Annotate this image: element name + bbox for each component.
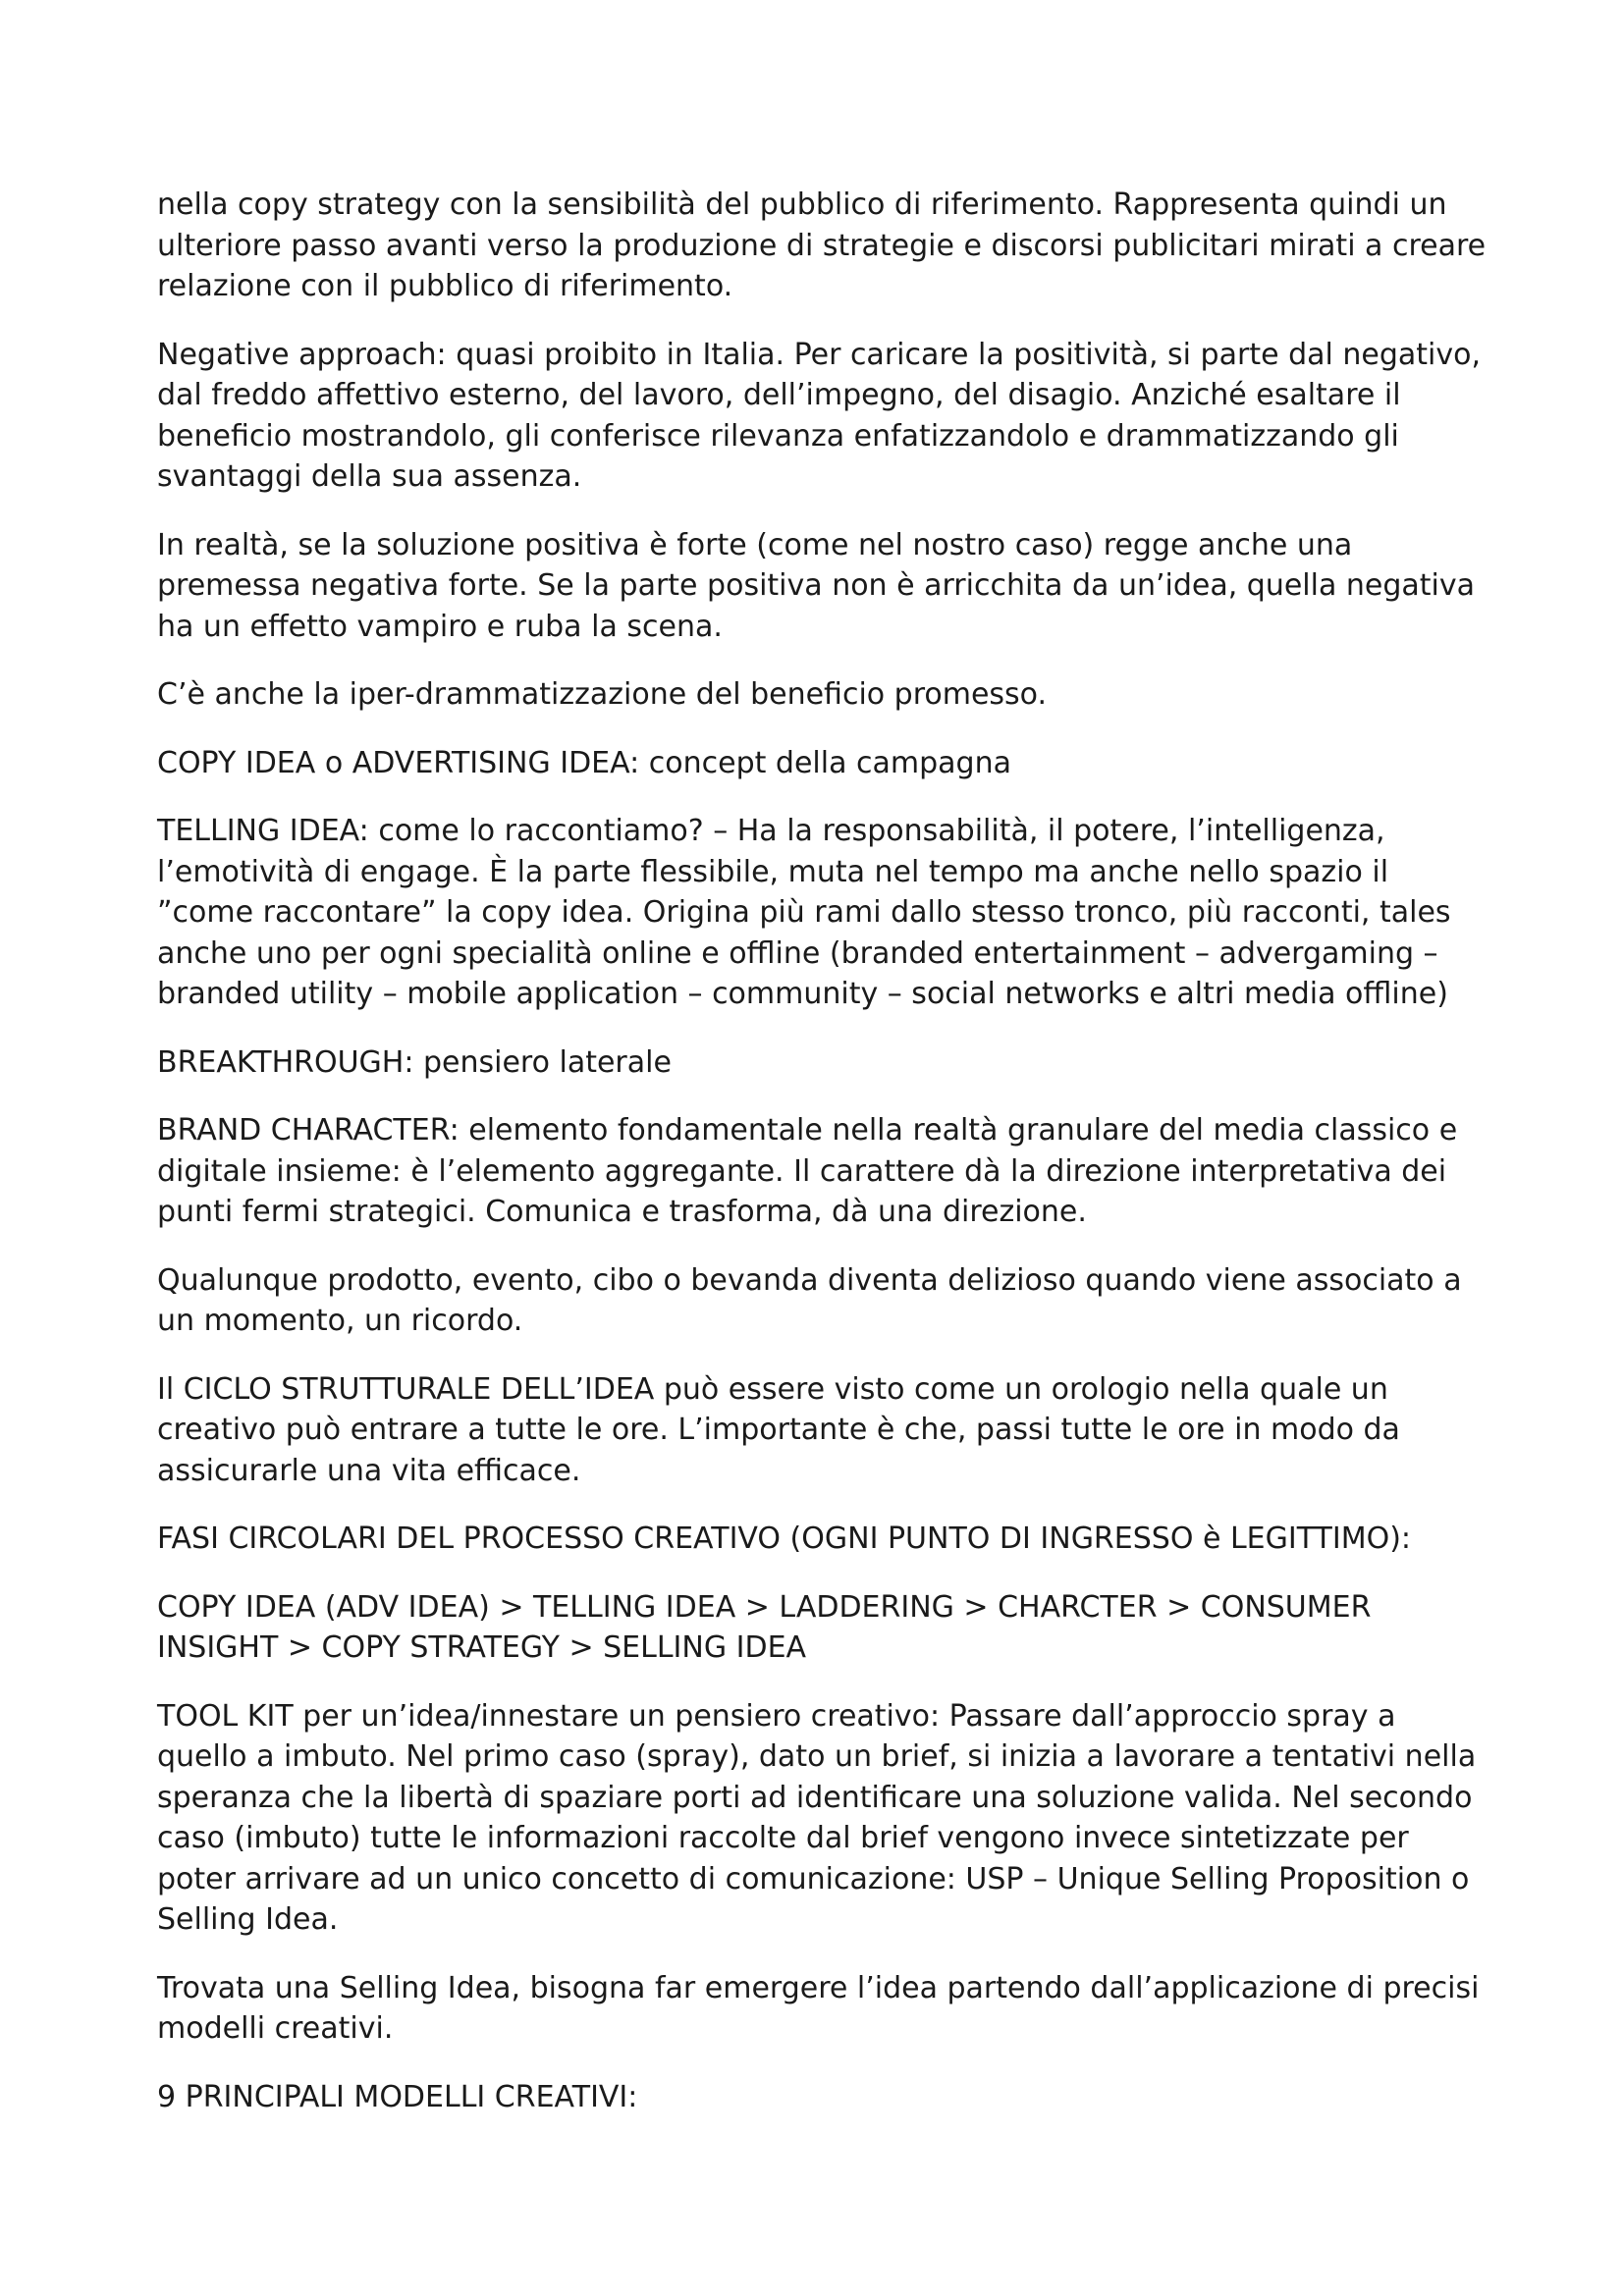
paragraph-iper-drammatizzazione: C’è anche la iper-drammatizzazione del beneficio promesso. — [157, 677, 1048, 712]
paragraph-negative-approach: Negative approach: quasi proibito in Italia. Per caricare la positività, si parte dal negativo, dal freddo affettivo esterno, del lavoro, dell’impegno, del disagio. Anziché esaltare il beneficio mostrandolo, gli conferisce rilevanza enfatizzandolo e drammatizzando gli svantaggi della sua assenza. — [157, 337, 1482, 494]
paragraph-breakthrough: BREAKTHROUGH: pensiero laterale — [157, 1044, 672, 1080]
document-body — [157, 185, 1492, 2145]
paragraph-tool-kit: TOOL KIT per un’idea/innestare un pensiero creativo: Passare dall’approccio spray a quello a imbuto. Nel primo caso (spray), dato un brief, si inizia a lavorare a tentativi nella speranza che la libertà di spaziare porti ad identificare una soluzione valida. Nel secondo caso (imbuto) tutte le informazioni raccolte dal brief vengono invece sintetizzate per poter arrivare ad un unico concetto di comunicazione: USP – Unique Selling Proposition o Selling Idea. — [157, 1698, 1477, 1937]
paragraph-copy-strategy: nella copy strategy con la sensibilità del pubblico di riferimento. Rappresenta quindi un ulteriore passo avanti verso la produzione di strategie e discorsi publicitari mirati a creare relazione con il pubblico di riferimento. — [157, 187, 1487, 303]
paragraph-modelli-creativi: 9 PRINCIPALI MODELLI CREATIVI: — [157, 2079, 638, 2114]
paragraph-ciclo-strutturale: Il CICLO STRUTTURALE DELL’IDEA può essere visto come un orologio nella quale un creativo può entrare a tutte le ore. L’importante è che, passi tutte le ore in modo da assicurarle una vita efficace. — [157, 1371, 1400, 1488]
paragraph-selling-idea: Trovata una Selling Idea, bisogna far emergere l’idea partendo dall’applicazione di precisi modelli creativi. — [157, 1970, 1480, 2046]
paragraph-qualunque-prodotto: Qualunque prodotto, evento, cibo o bevanda diventa delizioso quando viene associato a un momento, un ricordo. — [157, 1262, 1462, 1338]
paragraph-copy-idea: COPY IDEA o ADVERTISING IDEA: concept della campagna — [157, 745, 1011, 780]
paragraph-process-sequence: COPY IDEA (ADV IDEA) > TELLING IDEA > LADDERING > CHARCTER > CONSUMER INSIGHT > COPY STRATEGY > SELLING IDEA — [157, 1589, 1372, 1665]
paragraph-telling-idea: TELLING IDEA: come lo raccontiamo? – Ha la responsabilità, il potere, l’intelligenza, l’emotività di engage. È la parte flessibile, muta nel tempo ma anche nello spazio il ”come raccontare” la copy idea. Origina più rami dallo stesso tronco, più racconti, tales anche uno per ogni specialità online e offline (branded entertainment – advergaming – branded utility – mobile application – community – social networks e altri media offline) — [157, 814, 1451, 1011]
paragraph-brand-character: BRAND CHARACTER: elemento fondamentale nella realtà granulare del media classico e digitale insieme: è l’elemento aggregante. Il carattere dà la direzione interpretativa dei punti fermi strategici. Comunica e trasforma, dà una direzione. — [157, 1113, 1458, 1229]
paragraph-fasi-circolari: FASI CIRCOLARI DEL PROCESSO CREATIVO (OGNI PUNTO DI INGRESSO è LEGITTIMO): — [157, 1522, 1412, 1556]
paragraph-positive-solution: In realtà, se la soluzione positiva è forte (come nel nostro caso) regge anche una premessa negativa forte. Se la parte positiva non è arricchita da un’idea, quella negativa ha un effetto vampiro e ruba la scena. — [157, 527, 1476, 644]
